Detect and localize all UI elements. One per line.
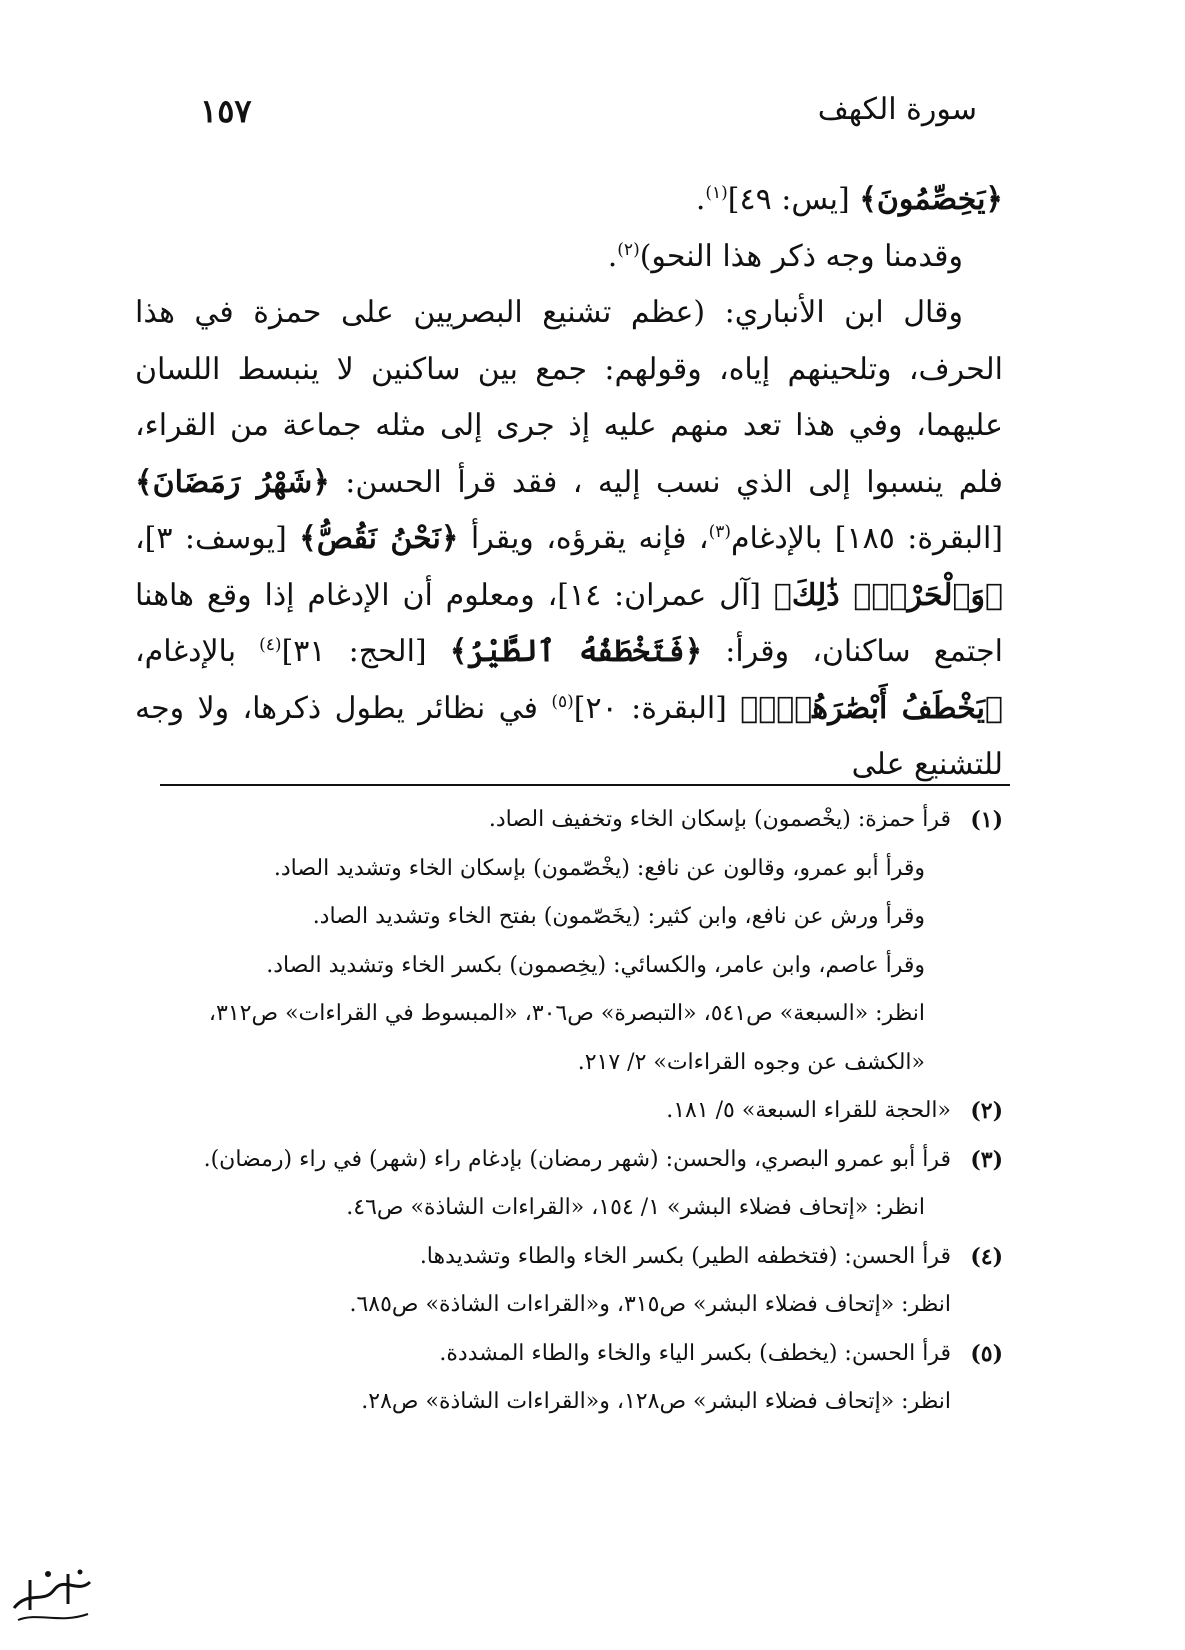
punctuation: . — [695, 182, 706, 217]
footnote-marker[interactable]: (٢) — [617, 239, 640, 260]
footnote-line: انظر: «إتحاف فضلاء البشر» ص٣١٥، و«القراءات الشاذة» ص٦٨٥. — [349, 1292, 951, 1317]
footnote-line: وقرأ أبو عمرو، وقالون عن نافع: (يخْصّمون) بإسكان الخاء وتشديد الصاد. — [273, 855, 925, 881]
verse-reference: [يس: ٤٩] — [727, 182, 850, 217]
footnote-marker[interactable]: (٣) — [708, 522, 731, 542]
footnote-line: «الحجة للقراء السبعة» ٥/ ١٨١. — [666, 1098, 951, 1123]
footnote-marker[interactable]: (٥) — [551, 691, 574, 712]
paragraph-text: [يوسف: ٣]، — [135, 521, 300, 556]
footnote-line: قرأ حمزة: (يخْصمون) بإسكان الخاء وتخفيف الصاد. — [488, 807, 951, 832]
footnote-body — [135, 796, 951, 1087]
footnote-body — [135, 1087, 951, 1136]
quran-quote: ﴿يَخِصِّمُونَ﴾ — [859, 182, 1003, 217]
quran-quote: ﴿يَخْطَفُ أَبْصَٰرَهُمْۖ﴾ — [740, 690, 1004, 726]
paragraph-text: [البقرة: ١٨٥] بالإدغام — [730, 521, 1004, 556]
footnote-5 — [135, 1330, 1003, 1427]
footnote-marker[interactable]: (٤) — [259, 635, 282, 655]
footnote-line: وقرأ عاصم، وابن عامر، والكسائي: (يخِصمون) بكسر الخاء وتشديد الصاد. — [266, 952, 925, 978]
footnote-1 — [135, 796, 1003, 1087]
footnote-number: (٢) — [970, 1098, 1003, 1124]
footnote-line: انظر: «إتحاف فضلاء البشر» ١/ ١٥٤، «القراءات الشاذة» ص٤٦. — [346, 1195, 925, 1220]
paragraph-text: [البقرة: ٢٠] — [573, 690, 741, 726]
page-number: ١٥٧ — [200, 92, 252, 130]
text-line-1 — [135, 172, 1003, 229]
footnote-line: قرأ الحسن: (يخطف) بكسر الياء والخاء والطاء المشددة. — [439, 1340, 951, 1366]
footnote-2 — [135, 1087, 1003, 1136]
footnote-line: انظر: «إتحاف فضلاء البشر» ص١٢٨، و«القراءات الشاذة» ص٢٨. — [361, 1389, 951, 1414]
footnote-number: (٥) — [970, 1340, 1003, 1367]
quran-quote: ﴿شَهْرُ رَمَضَانَ﴾ — [135, 464, 330, 500]
footnote-4 — [135, 1233, 1003, 1330]
quran-quote: ﴿وَٱلْحَرْثِۗ ذَٰلِكَ﴾ — [773, 577, 1003, 613]
main-text — [135, 172, 1003, 794]
footnote-body — [135, 1330, 951, 1427]
footnote-line: وقرأ ورش عن نافع، وابن كثير: (يخَصّمون) بفتح الخاء وتشديد الصاد. — [312, 904, 925, 929]
library-stamp-logo-icon — [8, 1560, 96, 1638]
footnote-line: قرأ الحسن: (فتخطفه الطير) بكسر الخاء والطاء وتشديدها. — [419, 1243, 951, 1269]
running-title: سورة الكهف — [817, 92, 977, 127]
paragraph-main — [135, 285, 1003, 794]
footnote-line: قرأ أبو عمرو البصري، والحسن: (شهر رمضان) بإدغام راء (شهر) في راء (رمضان). — [203, 1146, 951, 1172]
paragraph-text: [الحج: ٣١] — [281, 634, 450, 669]
paragraph-text: في نظائر يطول ذكرها، ولا وجه للتشنيع على — [135, 690, 1003, 782]
footnote-body — [135, 1136, 951, 1233]
text-line-2 — [135, 229, 1003, 286]
paragraph-text: وقال ابن الأنباري: (عظم تشنيع البصريين على حمزة في هذا الحرف، وتلحينهم إياه، وقولهم: جمع بين ساكنين لا ينبسط اللسان عليهما، وفي هذا تعد منهم عليه إذ جرى إلى مثله جماعة من القراء، فلم ينسبوا إلى الذي نسب إليه ، فقد قرأ الحسن: — [135, 295, 1003, 500]
quran-quote: ﴿فَتَخْطَفُهُ ٱلطَّيْرُ﴾ — [449, 634, 703, 669]
punctuation: . — [607, 238, 618, 274]
paragraph-text: وقدمنا وجه ذكر هذا النحو) — [639, 238, 963, 274]
paragraph-text: ، فإنه يقرؤه، ويقرأ — [458, 521, 709, 556]
footnote-line: انظر: «السبعة» ص٥٤١، «التبصرة» ص٣٠٦، «المبسوط في القراءات» ص٣١٢، «الكشف عن وجوه القراءات» ٢/ ٢١٧. — [208, 1001, 925, 1075]
footnote-body — [135, 1233, 951, 1330]
footnotes — [135, 796, 1003, 1427]
footnote-number: (٣) — [970, 1146, 1003, 1173]
footnote-number: (١) — [970, 807, 1003, 833]
paragraph-text: بالإدغام، — [135, 634, 260, 669]
footnote-divider — [160, 784, 1010, 786]
quran-quote: ﴿نَحْنُ نَقُصُّ﴾ — [299, 521, 459, 556]
footnote-marker[interactable]: (١) — [705, 183, 728, 203]
footnote-number: (٤) — [970, 1243, 1003, 1270]
footnote-3 — [135, 1136, 1003, 1233]
page-header — [200, 92, 977, 142]
paragraph-text: [آل عمران: ١٤]، ومعلوم أن الإدغام إذا وقع هاهنا اجتمع ساكنان، وقرأ: — [135, 577, 1003, 669]
